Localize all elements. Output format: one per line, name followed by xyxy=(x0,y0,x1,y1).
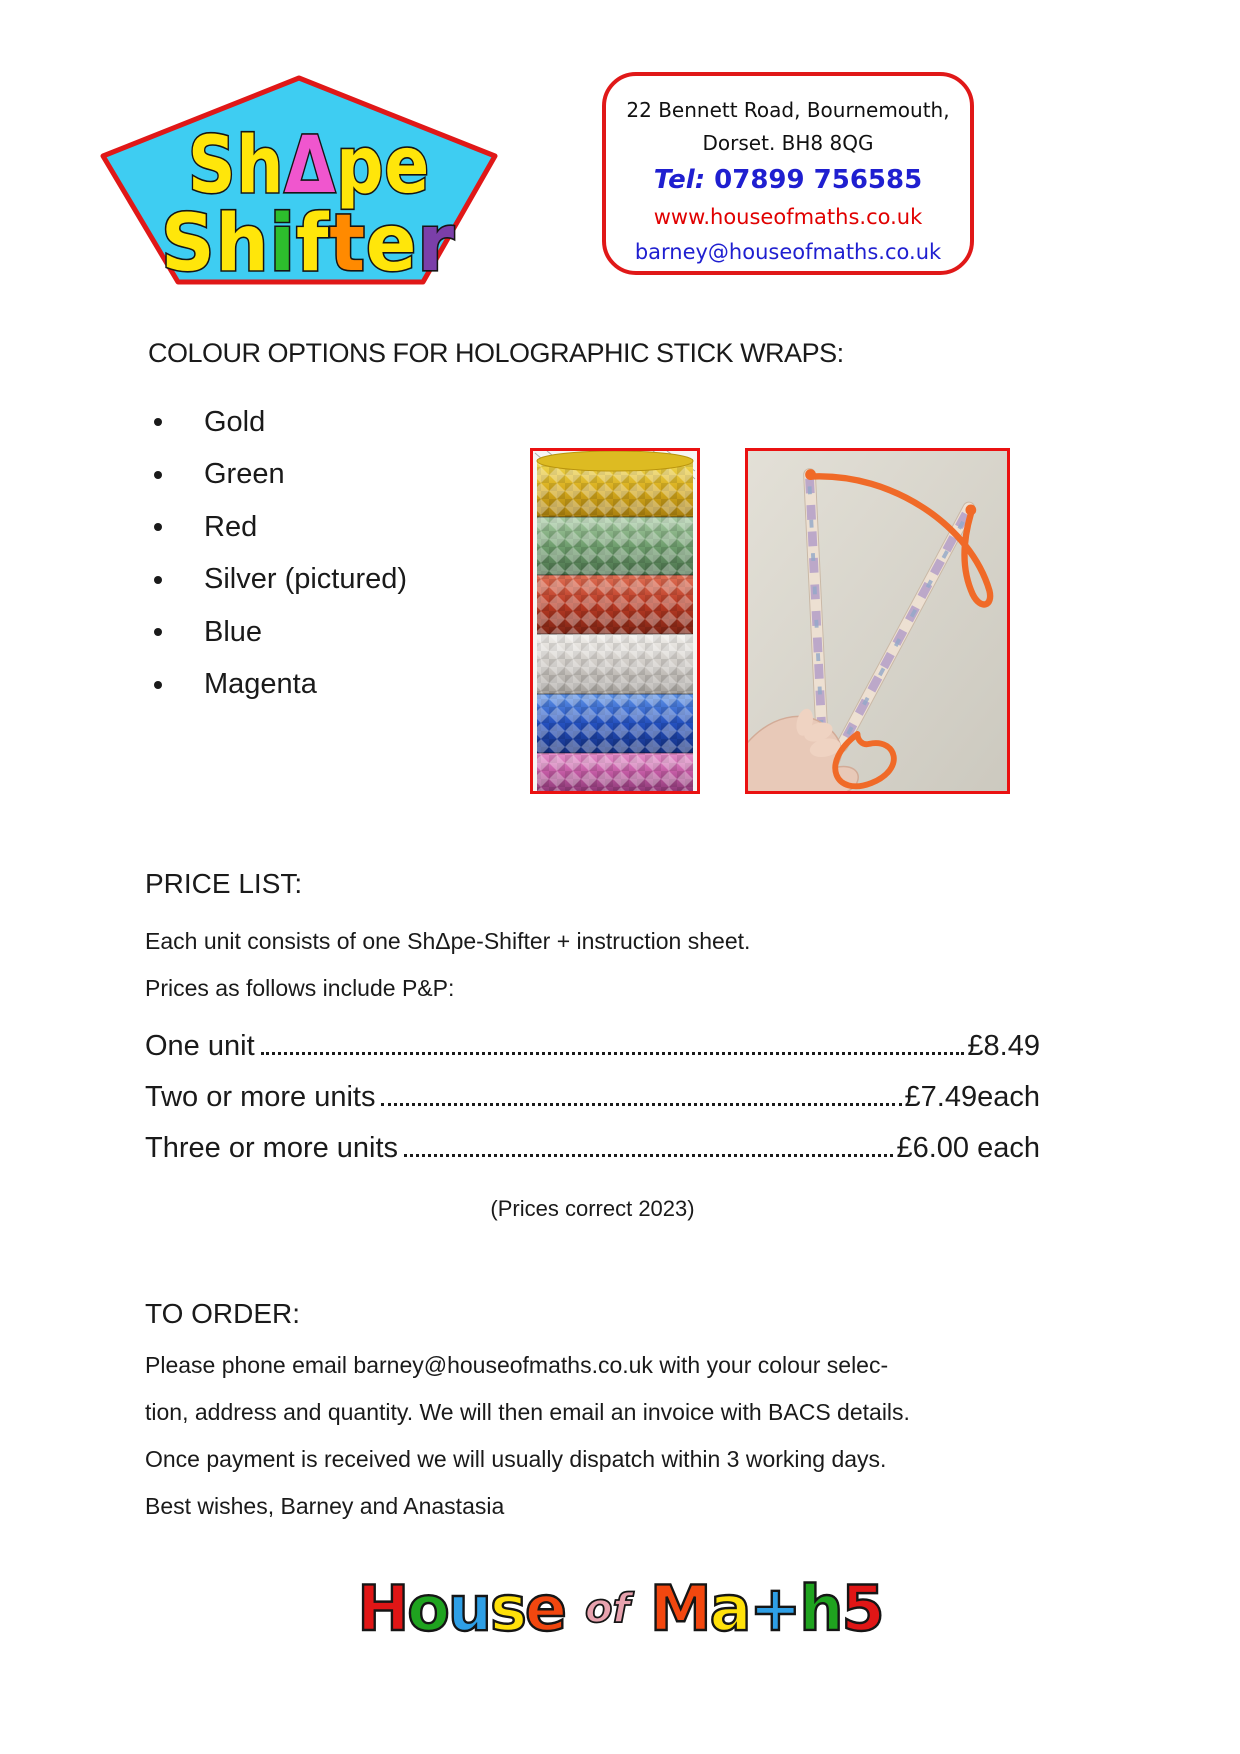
footer-word-maths xyxy=(650,1572,883,1645)
dot-leader xyxy=(404,1154,893,1157)
colour-option-item xyxy=(148,554,508,607)
colour-option-item xyxy=(148,501,508,554)
colour-option-item xyxy=(148,396,508,449)
footer-letter: M xyxy=(649,1572,710,1645)
footer-letter: 5 xyxy=(841,1572,883,1645)
footer-letter: o xyxy=(407,1572,448,1645)
logo-word-shifter: Shifter xyxy=(161,199,457,286)
sticks-photo xyxy=(745,448,1010,794)
bullet-icon xyxy=(154,576,162,584)
price-value: £6.00 each xyxy=(896,1132,1040,1164)
price-list-heading: PRICE LIST: xyxy=(145,868,303,899)
footer-letter: h xyxy=(799,1572,842,1645)
contact-box xyxy=(602,72,974,275)
bullet-icon xyxy=(154,471,162,479)
to-order-heading: TO ORDER: xyxy=(145,1298,301,1329)
colour-option-label: Blue xyxy=(204,615,263,648)
colour-option-item xyxy=(148,449,508,502)
price-intro-line-1: Each unit consists of one ShΔpe-Shifter + instruction sheet. xyxy=(145,928,751,954)
footer-word-of: of xyxy=(584,1586,630,1632)
footer-letter: a xyxy=(709,1572,750,1645)
website-text: www.houseofmaths.co.uk xyxy=(653,205,923,229)
price-note: (Prices correct 2023) xyxy=(490,1196,695,1221)
address-line-1: 22 Bennett Road, Bournemouth, xyxy=(626,98,950,122)
phone-line xyxy=(606,160,970,200)
price-row xyxy=(145,1030,1040,1081)
house-of-maths-logo xyxy=(0,1572,1240,1645)
address-line-2: Dorset. BH8 8QG xyxy=(702,131,874,155)
shape-shifter-logo xyxy=(95,70,503,286)
colour-option-label: Green xyxy=(204,458,285,491)
tape-roll-bands xyxy=(537,451,693,791)
price-row xyxy=(145,1081,1040,1132)
bullet-icon xyxy=(154,681,162,689)
order-line: Best wishes, Barney and Anastasia xyxy=(145,1493,505,1519)
colour-option-label: Magenta xyxy=(204,668,317,701)
price-intro-line-2: Prices as follows include P&P: xyxy=(145,975,455,1001)
email-text: barney@houseofmaths.co.uk xyxy=(634,240,942,264)
price-label: Two or more units xyxy=(145,1081,376,1113)
colour-options-list xyxy=(148,396,508,711)
order-line: Once payment is received we will usually dispatch within 3 working days. xyxy=(145,1446,887,1472)
logo-word-shape: ShΔpe xyxy=(188,121,447,211)
footer-word-house xyxy=(357,1572,565,1645)
sticks-image xyxy=(748,451,1007,791)
price-value: £8.49 xyxy=(967,1030,1040,1062)
footer-letter: H xyxy=(357,1572,408,1645)
price-rows xyxy=(145,1030,1040,1183)
order-line: tion, address and quantity. We will then email an invoice with BACS details. xyxy=(145,1399,910,1425)
colour-option-label: Red xyxy=(204,510,258,543)
colour-option-item xyxy=(148,606,508,659)
dot-leader xyxy=(381,1103,901,1106)
colour-options-heading: COLOUR OPTIONS FOR HOLOGRAPHIC STICK WRAPS: xyxy=(148,338,844,368)
tel-label: Tel: xyxy=(653,165,706,195)
footer-letter: s xyxy=(490,1572,525,1645)
price-label: One unit xyxy=(145,1030,255,1062)
order-line: Please phone email barney@houseofmaths.co.uk with your colour selec- xyxy=(145,1352,889,1378)
price-label: Three or more units xyxy=(145,1132,399,1164)
tape-rolls-image xyxy=(533,451,697,791)
order-paragraph xyxy=(145,1342,1045,1530)
price-value: £7.49each xyxy=(904,1081,1040,1113)
tel-number: 07899 756585 xyxy=(714,165,923,195)
footer-letter: + xyxy=(749,1572,800,1645)
price-row xyxy=(145,1132,1040,1183)
colour-option-label: Gold xyxy=(204,405,266,438)
footer-letter: e xyxy=(524,1572,565,1645)
colour-option-item xyxy=(148,659,508,712)
tape-rolls-photo xyxy=(530,448,700,794)
dot-leader xyxy=(261,1052,965,1055)
bullet-icon xyxy=(154,628,162,636)
colour-option-label: Silver (pictured) xyxy=(204,563,408,596)
bullet-icon xyxy=(154,523,162,531)
bullet-icon xyxy=(154,418,162,426)
footer-letter: u xyxy=(447,1572,490,1645)
